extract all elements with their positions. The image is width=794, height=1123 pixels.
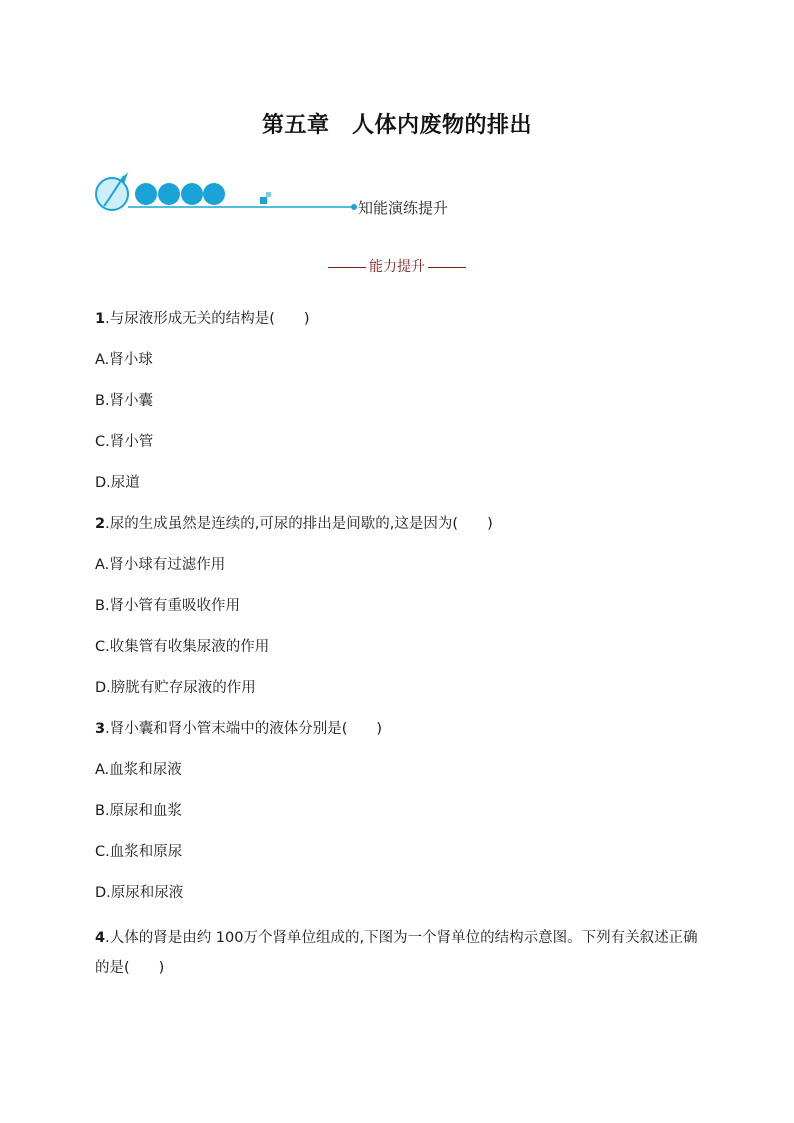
question-stem <box>95 923 705 983</box>
option: D.膀胱有贮存尿液的作用 <box>95 680 256 696</box>
section-title-text: 能力提升 <box>369 259 425 275</box>
question-number: 2 <box>95 516 106 532</box>
question-text: .尿的生成虽然是连续的,可尿的排出是间歇的,这是因为( ) <box>105 516 493 532</box>
option: A.肾小球 <box>95 352 153 368</box>
option: B.肾小管有重吸收作用 <box>95 598 241 614</box>
question-number: 3 <box>95 721 106 737</box>
option: C.血浆和原尿 <box>95 844 183 860</box>
option: A.肾小球有过滤作用 <box>95 557 226 573</box>
question-number: 1 <box>95 311 106 327</box>
option: B.原尿和血浆 <box>95 803 183 819</box>
question-text: .与尿液形成无关的结构是( ) <box>105 311 310 327</box>
question-text: .人体的肾是由约 100万个肾单位组成的,下图为一个肾单位的结构示意图。下列有关叙述正确的是( ) <box>95 930 698 976</box>
question-text: .肾小囊和肾小管末端中的液体分别是( ) <box>105 721 383 737</box>
option: C.收集管有收集尿液的作用 <box>95 639 270 655</box>
section-rule-left <box>328 267 366 268</box>
option: D.原尿和尿液 <box>95 885 184 901</box>
banner-label: 知能演练提升 <box>358 199 449 217</box>
question-stem <box>95 718 705 740</box>
question-stem <box>95 513 705 535</box>
page-title: 第五章 人体内废物的排出 <box>261 113 532 138</box>
option: B.肾小囊 <box>95 393 154 409</box>
section-title <box>0 256 794 276</box>
option: C.肾小管 <box>95 434 154 450</box>
question-list <box>95 308 705 983</box>
question-number: 4 <box>95 930 106 946</box>
option: D.尿道 <box>95 475 140 491</box>
question-stem <box>95 308 705 330</box>
section-rule-right <box>428 267 466 268</box>
option: A.血浆和尿液 <box>95 762 182 778</box>
